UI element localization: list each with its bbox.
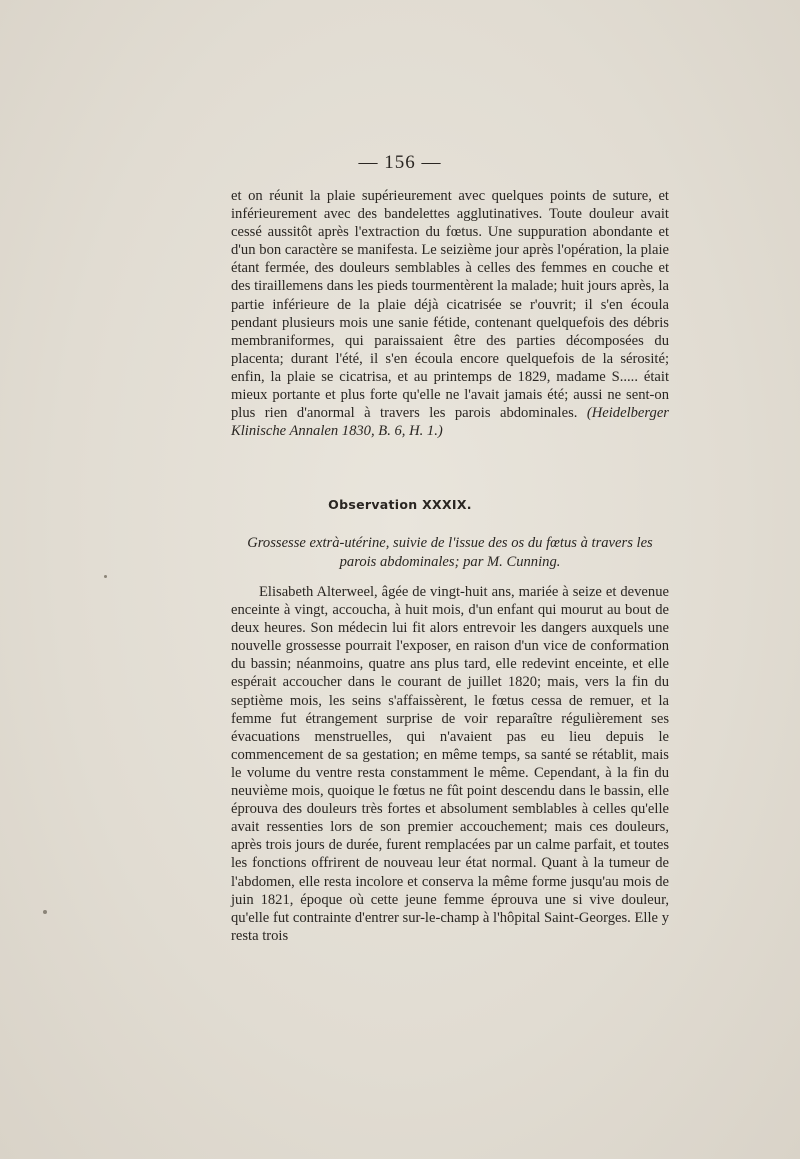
paper-speck — [104, 575, 107, 578]
observation-heading: Observation XXXIX. — [328, 497, 472, 512]
page-number: — 156 — — [358, 152, 442, 173]
continuation-paragraph — [231, 187, 669, 440]
body-paragraph: Elisabeth Alterweel, âgée de vingt-huit ans, mariée à seize et devenue enceinte à vingt, accoucha, à huit mois, d'un enfant qui mourut au bout de deux heures. Son médecin lui fit alors entrevoir les dangers auxquels une nouvelle grossesse pourrait l'exposer, en raison d'un vice de conformation du bassin; néanmoins, quatre ans plus tard, elle redevint enceinte, et elle espérait accoucher dans le courant de juillet 1820; mais, vers la fin du septième mois, les seins s'affaissèrent, le fœtus cessa de remuer, et la femme fut étrangement surprise de voir reparaître régulièrement ses évacuations menstruelles, qui n'avaient pas eu lieu depuis le commencement de sa gestation; en même temps, sa santé se rétablit, mais le volume du ventre resta constamment le même. Cependant, à la fin du neuvième mois, quoique le fœtus ne fût point descendu dans le bassin, elle éprouva des douleurs très fortes et absolument semblables à celles qu'elle avait ressenties lors de son premier accouchement; mais ces douleurs, après trois jours de durée, furent remplacées par un calme parfait, et toutes les fonctions offrirent de nouveau leur état normal. Quant à la tumeur de l'abdomen, elle resta incolore et conserva la même forme jusqu'au mois de juin 1821, époque où cette jeune femme éprouva une si vive douleur, qu'elle fut contrainte d'entrer sur-le-champ à l'hôpital Saint-Georges. Elle y resta trois — [231, 584, 669, 944]
continuation-text: et on réunit la plaie supérieurement avec quelques points de suture, et inférieurement avec des bandelettes agglutinatives. Toute douleur avait cessé aussitôt après l'extraction du fœtus. Une suppuration abondante et d'un bon caractère se manifesta. Le seizième jour après l'opération, la plaie étant fermée, des douleurs semblables à celles des femmes en couche et des tiraillemens dans les pieds tourmentèrent la malade; huit jours après, la partie inférieure de la plaie déjà cicatrisée se r'ouvrit; il s'en écoula pendant plusieurs mois une sanie fétide, contenant quelquefois des débris membraniformes, qui paraissaient être des parties décomposées du placenta; durant l'été, il s'en écoula encore quelquefois de la sérosité; enfin, la plaie se cicatrisa, et au printemps de 1829, madame S..... était mieux portante et plus forte qu'elle ne l'avait jamais été; aussi ne sent-on plus rien d'anormal à travers les parois abdominales. — [231, 188, 669, 422]
citation: (Heidelberger Klinische Annalen 1830, B. 6, H. 1.) — [231, 405, 669, 440]
paper-speck — [43, 910, 47, 914]
observation-body — [231, 583, 669, 945]
observation-subtitle: Grossesse extrà-utérine, suivie de l'issue des os du fœtus à travers les parois abdominales; par M. Cunning. — [247, 535, 653, 570]
